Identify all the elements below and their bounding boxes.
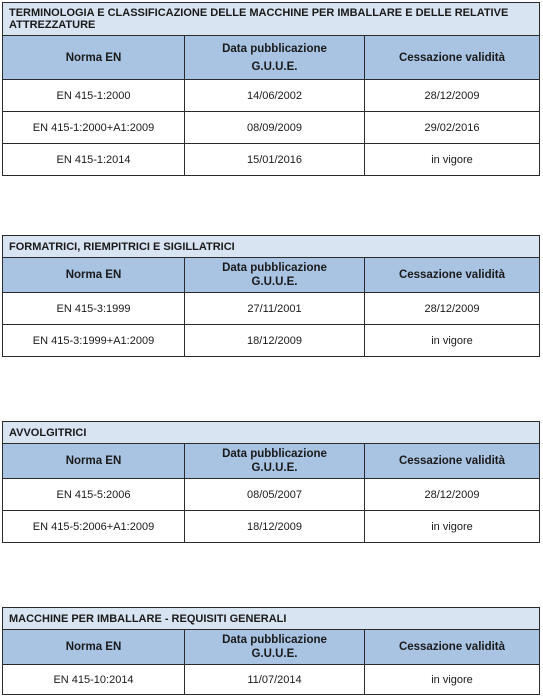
cell-data: 18/12/2009 xyxy=(185,511,365,542)
header-data-line2: G.U.U.E. xyxy=(251,276,298,288)
cell-cessazione: 28/12/2009 xyxy=(424,302,480,315)
header-cessazione: Cessazione validità xyxy=(398,269,506,281)
header-norma: Norma EN xyxy=(3,630,185,664)
table-title: FORMATRICI, RIEMPITRICI E SIGILLATRICI xyxy=(3,236,539,258)
table-row xyxy=(3,479,539,511)
table-requisiti-generali xyxy=(2,607,540,695)
cell-norma: EN 415-3:1999 xyxy=(3,293,185,324)
header-data-line1: Data pubblicazione xyxy=(222,42,327,55)
table-row xyxy=(3,511,539,542)
cell-data: 11/07/2014 xyxy=(185,665,365,694)
table-header xyxy=(3,444,539,479)
header-norma: Norma EN xyxy=(3,444,185,478)
header-data xyxy=(185,630,365,664)
cell-data: 14/06/2002 xyxy=(185,80,365,111)
table-avvolgitrici xyxy=(2,421,540,543)
header-cessazione: Cessazione validità xyxy=(398,641,506,653)
cell-norma: EN 415-5:2006 xyxy=(3,479,185,510)
cell-norma: EN 415-5:2006+A1:2009 xyxy=(3,511,185,542)
table-row xyxy=(3,325,539,356)
header-data-line2: G.U.U.E. xyxy=(251,60,298,73)
header-norma: Norma EN xyxy=(3,258,185,292)
cell-data: 18/12/2009 xyxy=(185,325,365,356)
table-title: MACCHINE PER IMBALLARE - REQUISITI GENERALI xyxy=(3,608,539,630)
header-cessazione: Cessazione validità xyxy=(398,51,506,64)
header-data-line2: G.U.U.E. xyxy=(251,648,298,660)
table-title: TERMINOLOGIA E CLASSIFICAZIONE DELLE MACCHINE PER IMBALLARE E DELLE RELATIVE ATTREZZATURE xyxy=(3,3,539,36)
table-header xyxy=(3,258,539,293)
table-header xyxy=(3,36,539,80)
cell-norma: EN 415-1:2014 xyxy=(3,144,185,175)
cell-norma: EN 415-10:2014 xyxy=(3,665,185,694)
cell-cessazione: in vigore xyxy=(431,334,473,347)
table-title: AVVOLGITRICI xyxy=(3,422,539,444)
table-row xyxy=(3,665,539,694)
header-data-line1: Data pubblicazione xyxy=(222,634,327,646)
cell-cessazione: 29/02/2016 xyxy=(424,121,480,134)
cell-cessazione: in vigore xyxy=(431,153,473,166)
header-data xyxy=(185,36,365,79)
cell-data: 27/11/2001 xyxy=(185,293,365,324)
header-norma: Norma EN xyxy=(3,36,185,79)
table-terminologia xyxy=(2,2,540,176)
cell-norma: EN 415-1:2000 xyxy=(3,80,185,111)
cell-norma: EN 415-3:1999+A1:2009 xyxy=(3,325,185,356)
table-row xyxy=(3,293,539,325)
header-data xyxy=(185,444,365,478)
table-formatrici xyxy=(2,235,540,357)
cell-cessazione: in vigore xyxy=(431,673,473,686)
header-data xyxy=(185,258,365,292)
cell-data: 08/05/2007 xyxy=(185,479,365,510)
cell-cessazione: 28/12/2009 xyxy=(424,89,480,102)
table-row xyxy=(3,112,539,144)
cell-cessazione: in vigore xyxy=(431,520,473,533)
cell-cessazione: 28/12/2009 xyxy=(424,488,480,501)
cell-norma: EN 415-1:2000+A1:2009 xyxy=(3,112,185,143)
header-data-line2: G.U.U.E. xyxy=(251,462,298,474)
header-data-line1: Data pubblicazione xyxy=(222,262,327,274)
table-header xyxy=(3,630,539,665)
header-cessazione: Cessazione validità xyxy=(398,455,506,467)
table-row xyxy=(3,144,539,175)
cell-data: 15/01/2016 xyxy=(185,144,365,175)
table-row xyxy=(3,80,539,112)
cell-data: 08/09/2009 xyxy=(185,112,365,143)
header-data-line1: Data pubblicazione xyxy=(222,448,327,460)
